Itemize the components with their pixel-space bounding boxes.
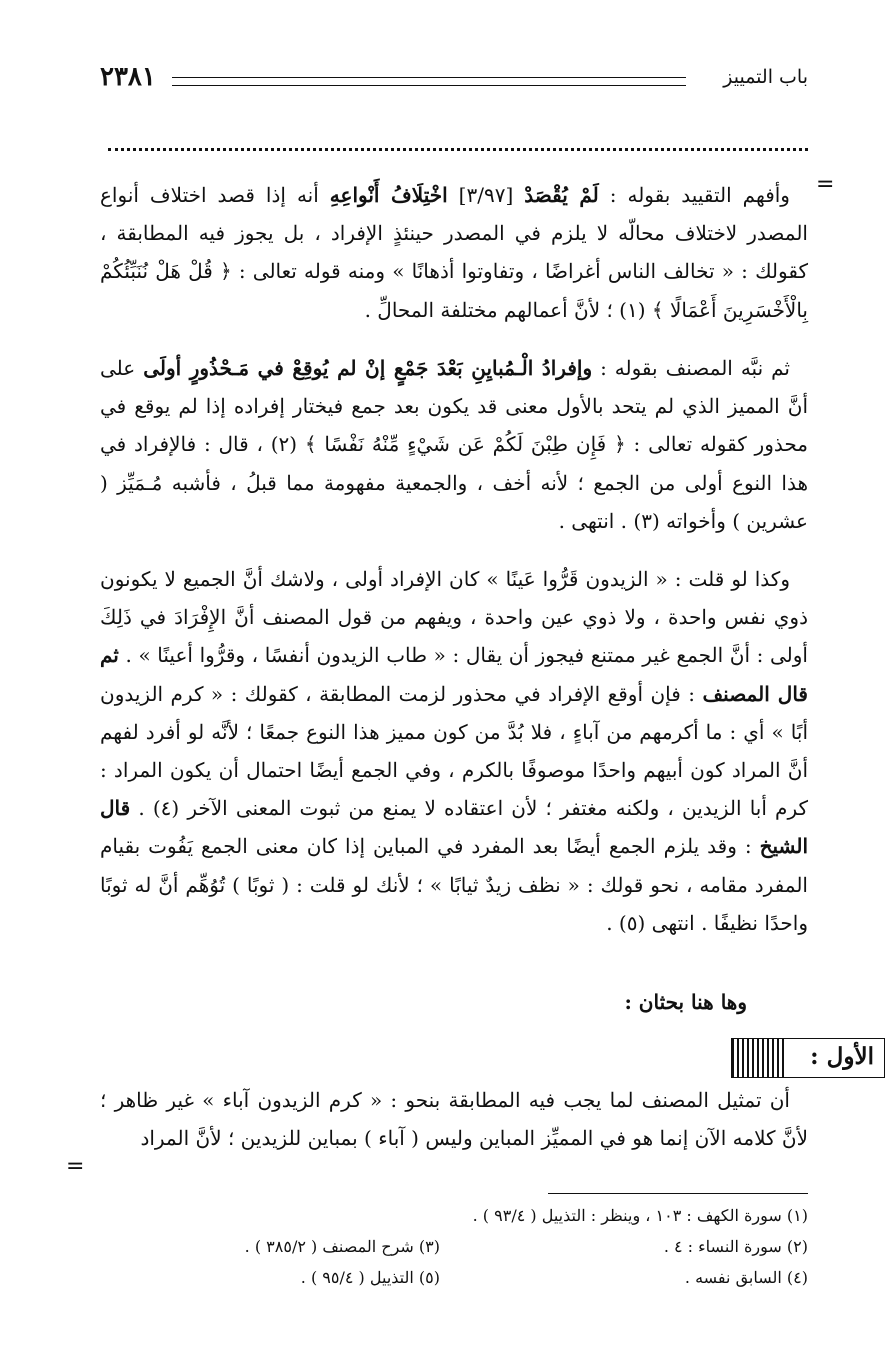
subheading: وها هنا بحثان : — [624, 990, 747, 1014]
paragraph-4 — [100, 1081, 808, 1157]
footnote-2: (٢) سورة النساء : ٤ . — [663, 1237, 808, 1256]
footnote-3: (٣) شرح المصنف ( ٣٨٥/٢ ) . — [244, 1237, 440, 1256]
para3-text-1: وكذا لو قلت : « الزيدون قَرُّوا عَينًا » كان الإفراد أولى ، ولاشك أنَّ الجميع لا يكونون ذوي نفس واحدة ، ولا ذوي عين واحدة ، ويفهم من قول المصنف أنَّ الإِفْرَادَ في ذَلِكَ أولى : أنَّ الجمع غير ممتنع فيجوز أن يقال : « طاب الزيدون أنفسًا ، وقرُّوا أعينًا » . — [100, 567, 808, 668]
para3-text-2: : فإن أوقع الإفراد في محذور لزمت المطابقة ، كقولك : « كرم الزيدون أبًا » أي : ما أكرمهم من آباءٍ ، فلا بُدَّ من كون مميز هذا النوع جمعًا ؛ لأنَّه لو أفرد لفهم أنَّ المراد كون أبيهم واحدًا موصوفًا بالكرم ، وفي الجمع أيضًا احتمال أن يكون المراد : كرم أبا الزيدين ، ولكنه مغتفر ؛ لأن اعتقاده لا يمنع من ثبوت المعنى الآخر (٤) . — [100, 681, 808, 821]
para1-quote-1: لَمْ يُقْصَدْ — [524, 183, 599, 207]
para4-text: أن تمثيل المصنف لما يجب فيه المطابقة بنحو : « كرم الزيدون آباء » غير ظاهر ؛ لأنَّ كلامه الآن إنما هو في المميِّز المباين وليس ( آباء ) بمباين للزيدين ؛ لأنَّ المراد — [100, 1088, 808, 1151]
paragraph-2 — [100, 349, 808, 540]
running-header — [100, 60, 808, 96]
footnote-4: (٤) السابق نفسه . — [684, 1268, 808, 1287]
page-number: ٢٣٨١ — [100, 62, 156, 92]
section-heading-box — [731, 1038, 885, 1078]
para3-author-label: ثم قال المصنف — [100, 643, 808, 706]
continuation-mark-top: = — [816, 172, 835, 197]
section-heading: الأول : — [810, 1043, 874, 1070]
para1-ref: [٣/٩٧] — [447, 183, 525, 207]
para1-text-1: وأفهم التقييد بقوله : — [598, 183, 790, 207]
chapter-title: باب التمييز — [723, 66, 808, 88]
para2-quote: وإفرادُ الْـمُبايِنِ بَعْدَ جَمْعٍ إنْ لم يُوقِعْ في مَـحْذُورٍ أولَى — [143, 356, 593, 380]
footnote-5: (٥) التذييل ( ٩٥/٤ ) . — [300, 1268, 440, 1287]
footnote-row — [100, 1231, 808, 1262]
paragraph-3 — [100, 560, 808, 942]
section-hatch-ornament — [732, 1039, 786, 1077]
para1-quote-2: اخْتِلَافُ أَنْواعِهِ — [329, 183, 448, 207]
para3-sheikh-label: قال الشيخ — [100, 796, 808, 859]
footnote-row — [100, 1262, 808, 1293]
paragraph-1 — [100, 176, 808, 329]
footnotes — [100, 1200, 808, 1293]
footnote-rule — [548, 1193, 808, 1194]
continuation-mark-bottom: = — [66, 1154, 85, 1179]
para3-text-3: : وقد يلزم الجمع أيضًا بعد المفرد في المباين إذا كان معنى الجمع يَفُوت بقيام المفرد مقامه ، نحو قولك : « نظف زيدٌ ثيابًا » ؛ لأنك لو قلت : ( ثوبًا ) تُوُهِّم أنَّ له ثوبًا واحدًا نظيفًا . انتهى (٥) . — [100, 834, 808, 935]
para2-text-2: على أنَّ المميز الذي لم يتحد بالأول معنى قد يكون بعد جمع فيختار إفراده إذا لم يوقع في محذور كقوله تعالى : ﴿ فَإِن طِبْنَ لَكُمْ عَن شَيْءٍ مِّنْهُ نَفْسًا ﴾ (٢) ، قال : فالإفراد في هذا النوع أولى من الجمع ؛ لأنه أخف ، والجمعية مفهومة مما قبلُ ، فأشبه مُـمَيِّز ( عشرين ) وأخواته (٣) . انتهى . — [100, 356, 808, 533]
footnote-1: (١) سورة الكهف : ١٠٣ ، وينظر : التذييل ( ٩٣/٤ ) . — [472, 1206, 808, 1225]
para2-text-1: ثم نبَّه المصنف بقوله : — [592, 356, 790, 380]
header-double-rule — [172, 77, 686, 86]
footnote-row — [100, 1200, 808, 1231]
para1-text-2: أنه إذا قصد اختلاف أنواع المصدر لاختلاف محالّه لا يلزم في المصدر حينئذٍ الإفراد ، بل يجوز فيه المطابقة ، كقولك : « تخالف الناس أغراضًا ، وتفاوتوا أذهانًا » ومنه قوله تعالى : ﴿ قُلْ هَلْ نُنَبِّئُكُمْ بِالْأَخْسَرِينَ أَعْمَالًا ﴾ (١) ؛ لأنَّ أعمالهم مختلفة المحالِّ . — [100, 183, 808, 322]
dotted-separator — [108, 148, 808, 151]
